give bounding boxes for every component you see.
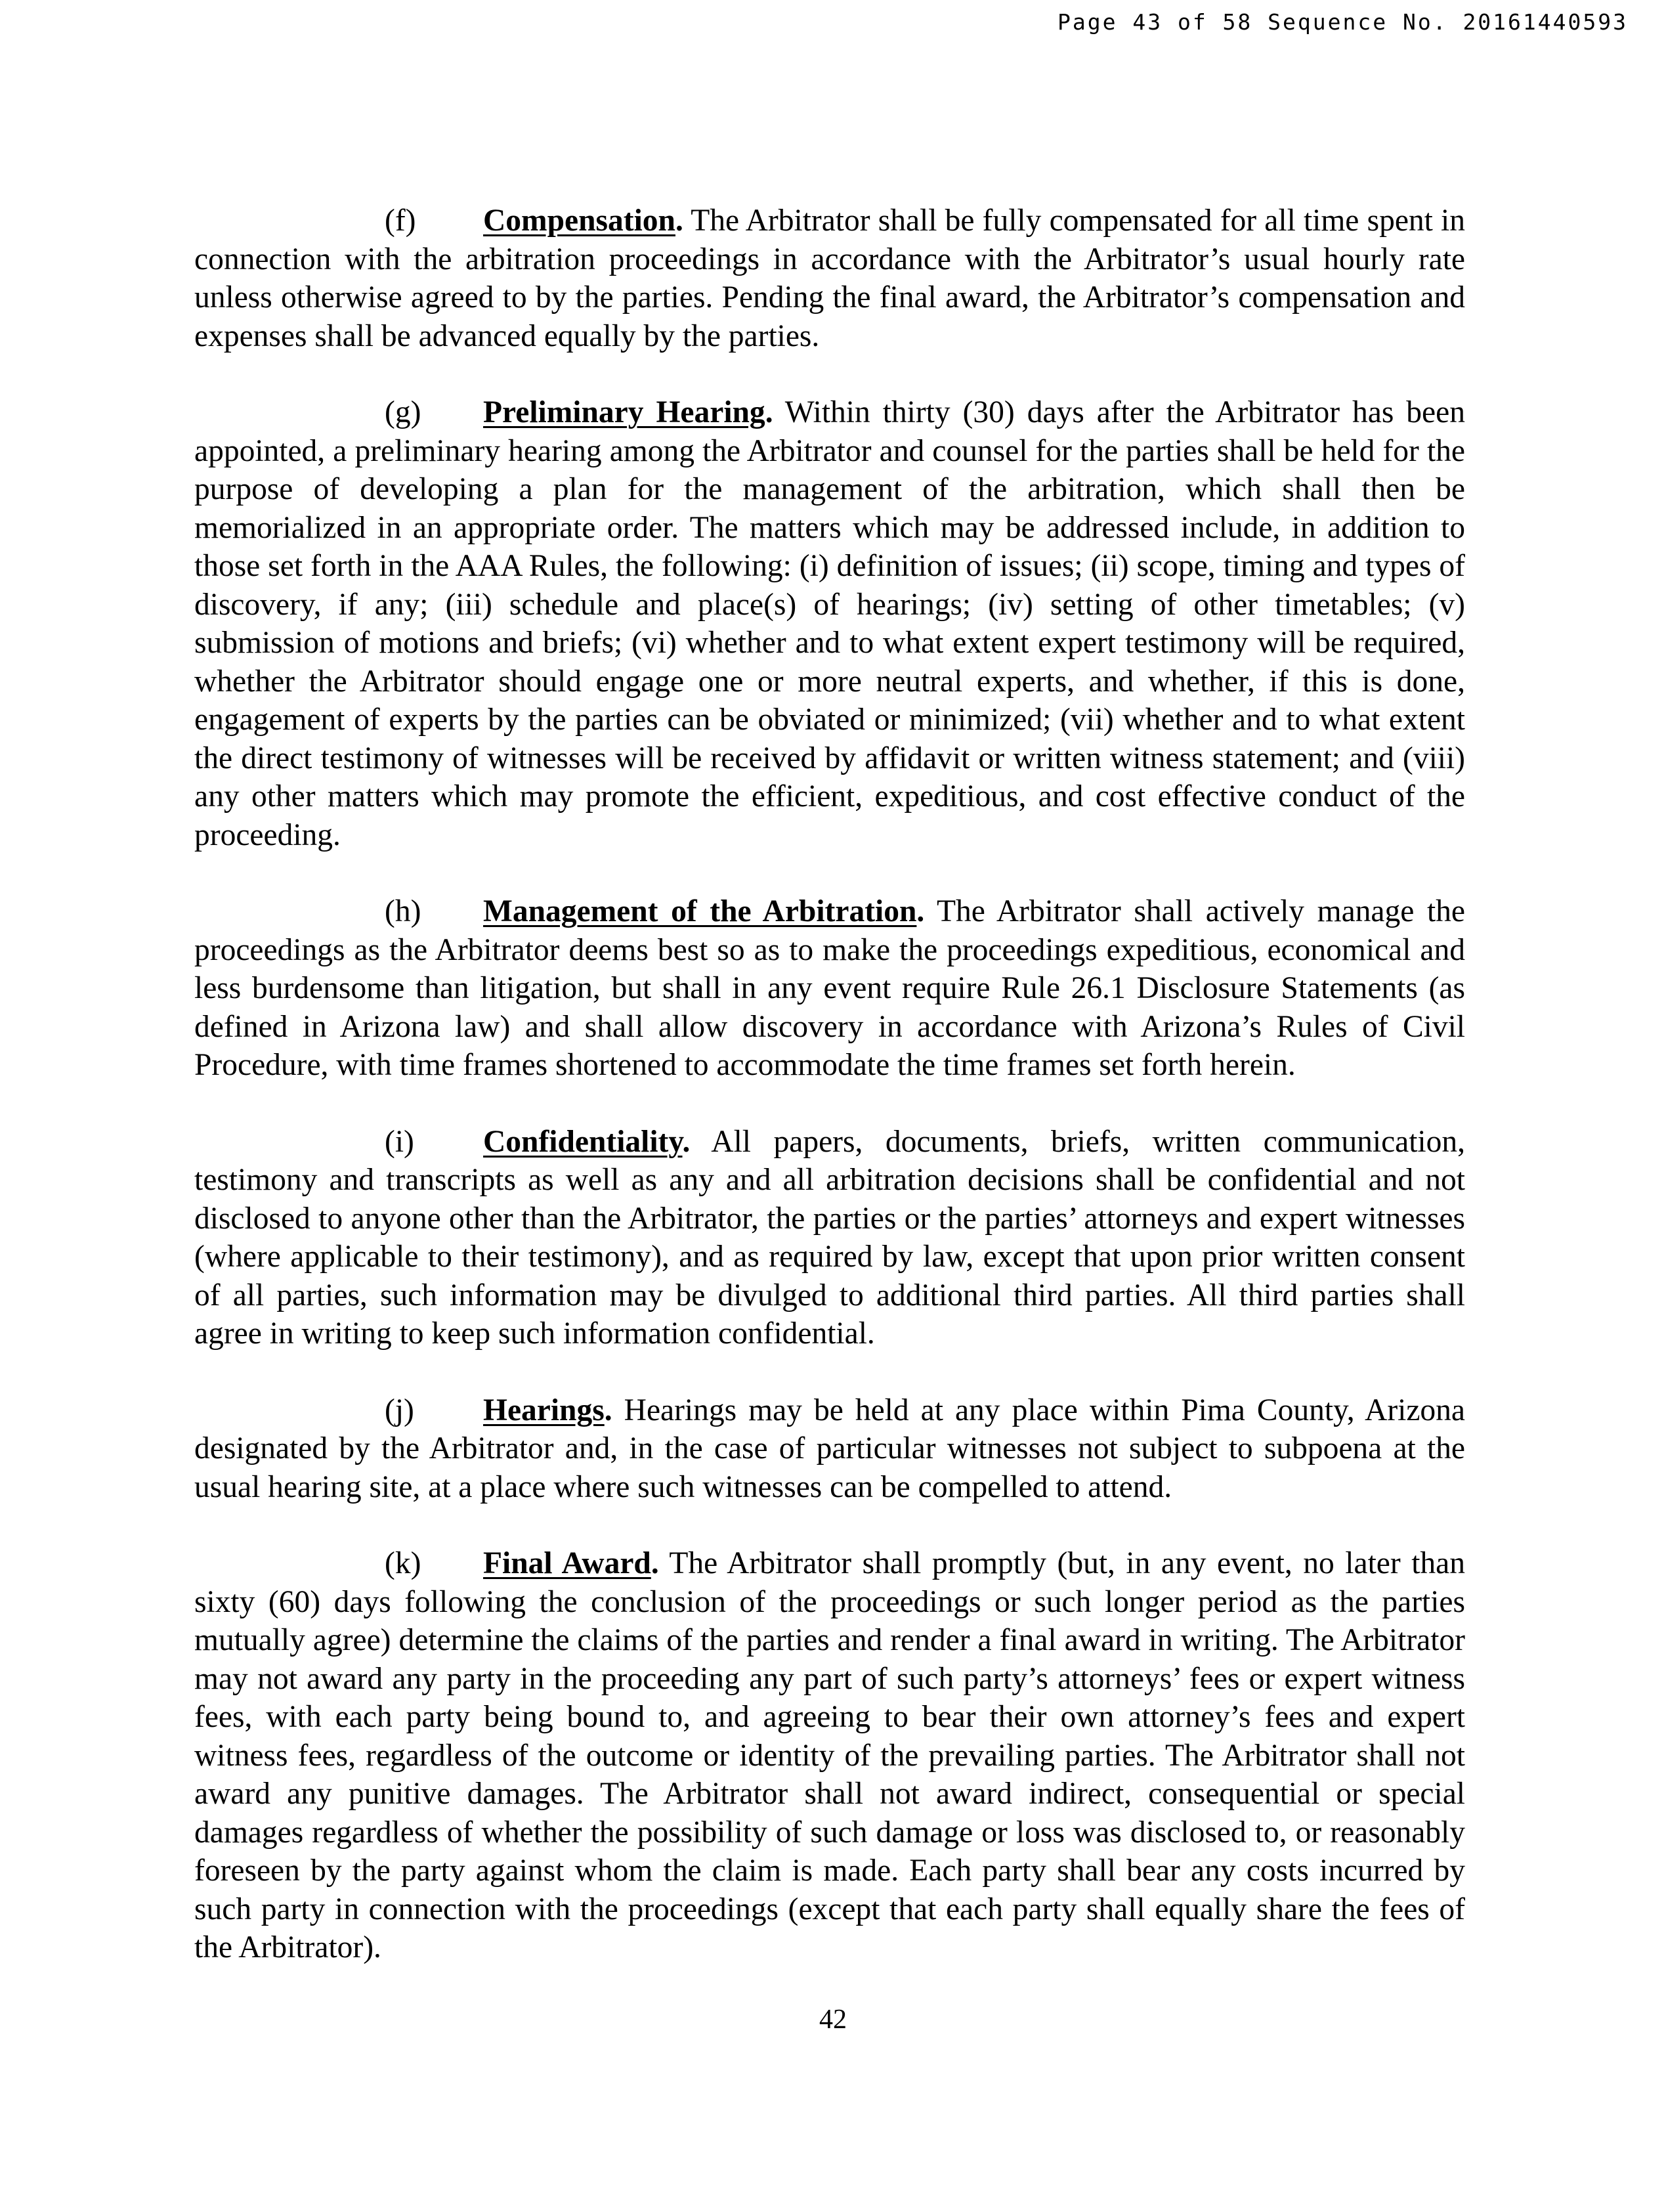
section-marker: (i) <box>385 1124 414 1159</box>
page-header: Page 43 of 58 Sequence No. 20161440593 <box>1057 9 1628 35</box>
section-hearings: (j) Hearings. Hearings may be held at any place within Pima County, Arizona designated by the Arbitrator and, in the case of particular witnesses not subject to subpoena at the usual hearing site, at a place where such witnesses can be compelled to attend. <box>194 1391 1465 1507</box>
document-body <box>194 202 1465 2005</box>
section-marker: (k) <box>385 1546 421 1580</box>
page-number: 42 <box>819 2005 847 2035</box>
section-heading: Final Award <box>483 1546 651 1580</box>
section-compensation: (f) Compensation. The Arbitrator shall be fully compensated for all time spent in connection with the arbitration proceedings in accordance with the Arbitrator’s usual hourly rate unless otherwise agreed to by the parties. Pending the final award, the Arbitrator’s compensation and expenses shall be advanced equally by the parties. <box>194 202 1465 355</box>
section-marker: (f) <box>385 204 416 238</box>
section-text: The Arbitrator shall actively manage the proceedings as the Arbitrator deems best so as to make the proceedings expeditious, economical and less burdensome than litigation, but shall in any event require Rule 26.1 Disclosure Statements (as defined in Arizona law) and shall allow discovery in accordance with Arizona’s Rules of Civil Procedure, with time frames shortened to accommodate the time frames set forth herein. <box>194 894 1465 1082</box>
section-marker: (g) <box>385 395 421 429</box>
section-heading: Preliminary Hearing <box>483 395 765 429</box>
section-final-award: (k) Final Award. The Arbitrator shall promptly (but, in any event, no later than sixty (60) days following the conclusion of the proceedings or such longer period as the parties mutually agree) determine the claims of the parties and render a final award in writing. The Arbitrator may not award any party in the proceeding any part of such party’s attorneys’ fees or expert witness fees, with each party being bound to, and agreeing to bear their own attorney’s fees and expert witness fees, regardless of the outcome or identity of the prevailing parties. The Arbitrator shall not award any punitive damages. The Arbitrator shall not award indirect, consequential or special damages regardless of whether the possibility of such damage or loss was disclosed to, or reasonably foreseen by the party against whom the claim is made. Each party shall bear any costs incurred by such party in connection with the proceedings (except that each party shall equally share the fees of the Arbitrator). <box>194 1544 1465 1967</box>
section-text: Hearings may be held at any place within Pima County, Arizona designated by the Arbitrator and, in the case of particular witnesses not subject to subpoena at the usual hearing site, at a place where such witnesses can be compelled to attend. <box>194 1393 1465 1504</box>
section-heading: Compensation <box>483 204 675 238</box>
section-confidentiality: (i) Confidentiality. All papers, documents, briefs, written communication, testimony and transcripts as well as any and all arbitration decisions shall be confidential and not disclosed to anyone other than the Arbitrator, the parties or the parties’ attorneys and expert witnesses (where applicable to their testimony), and as required by law, except that upon prior written consent of all parties, such information may be divulged to additional third parties. All third parties shall agree in writing to keep such information confidential. <box>194 1123 1465 1353</box>
section-text: Within thirty (30) days after the Arbitrator has been appointed, a preliminary hearing among the Arbitrator and counsel for the parties shall be held for the purpose of developing a plan for the management of the arbitration, which shall then be memorialized in an appropriate order. The matters which may be addressed include, in addition to those set forth in the AAA Rules, the following: (i) definition of issues; (ii) scope, timing and types of discovery, if any; (iii) schedule and place(s) of hearings; (iv) setting of other timetables; (v) submission of motions and briefs; (vi) whether and to what extent expert testimony will be required, whether the Arbitrator should engage one or more neutral experts, and whether, if this is done, engagement of experts by the parties can be obviated or minimized; (vii) whether and to what extent the direct testimony of witnesses will be received by affidavit or written witness statement; and (viii) any other matters which may promote the efficient, expeditious, and cost effective conduct of the proceeding. <box>194 395 1465 852</box>
section-text: All papers, documents, briefs, written communication, testimony and transcripts as well as any and all arbitration decisions shall be confidential and not disclosed to anyone other than the Arbitrator, the parties or the parties’ attorneys and expert witnesses (where applicable to their testimony), and as required by law, except that upon prior written consent of all parties, such information may be divulged to additional third parties. All third parties shall agree in writing to keep such information confidential. <box>194 1124 1466 1351</box>
section-text: The Arbitrator shall promptly (but, in any event, no later than sixty (60) days following the conclusion of the proceedings or such longer period as the parties mutually agree) determine the claims of the parties and render a final award in writing. The Arbitrator may not award any party in the proceeding any part of such party’s attorneys’ fees or expert witness fees, with each party being bound to, and agreeing to bear their own attorney’s fees and expert witness fees, regardless of the outcome or identity of the prevailing parties. The Arbitrator shall not award any punitive damages. The Arbitrator shall not award indirect, consequential or special damages regardless of whether the possibility of such damage or loss was disclosed to, or reasonably foreseen by the party against whom the claim is made. Each party shall bear any costs incurred by such party in connection with the proceedings (except that each party shall equally share the fees of the Arbitrator). <box>194 1546 1465 1964</box>
section-heading: Confidentiality <box>483 1124 683 1159</box>
section-management: (h) Management of the Arbitration. The Arbitrator shall actively manage the proceedings as the Arbitrator deems best so as to make the proceedings expeditious, economical and less burdensome than litigation, but shall in any event require Rule 26.1 Disclosure Statements (as defined in Arizona law) and shall allow discovery in accordance with Arizona’s Rules of Civil Procedure, with time frames shortened to accommodate the time frames set forth herein. <box>194 892 1465 1085</box>
section-text: The Arbitrator shall be fully compensated for all time spent in connection with the arbitration proceedings in accordance with the Arbitrator’s usual hourly rate unless otherwise agreed to by the parties. Pending the final award, the Arbitrator’s compensation and expenses shall be advanced equally by the parties. <box>194 204 1465 353</box>
section-heading: Hearings <box>483 1393 605 1427</box>
section-heading: Management of the Arbitration <box>483 894 917 928</box>
section-marker: (j) <box>385 1393 414 1427</box>
section-preliminary-hearing: (g) Preliminary Hearing. Within thirty (30) days after the Arbitrator has been appointed, a preliminary hearing among the Arbitrator and counsel for the parties shall be held for the purpose of developing a plan for the management of the arbitration, which shall then be memorialized in an appropriate order. The matters which may be addressed include, in addition to those set forth in the AAA Rules, the following: (i) definition of issues; (ii) scope, timing and types of discovery, if any; (iii) schedule and place(s) of hearings; (iv) setting of other timetables; (v) submission of motions and briefs; (vi) whether and to what extent expert testimony will be required, whether the Arbitrator should engage one or more neutral experts, and whether, if this is done, engagement of experts by the parties can be obviated or minimized; (vii) whether and to what extent the direct testimony of witnesses will be received by affidavit or written witness statement; and (viii) any other matters which may promote the efficient, expeditious, and cost effective conduct of the proceeding. <box>194 393 1465 854</box>
section-marker: (h) <box>385 894 421 928</box>
